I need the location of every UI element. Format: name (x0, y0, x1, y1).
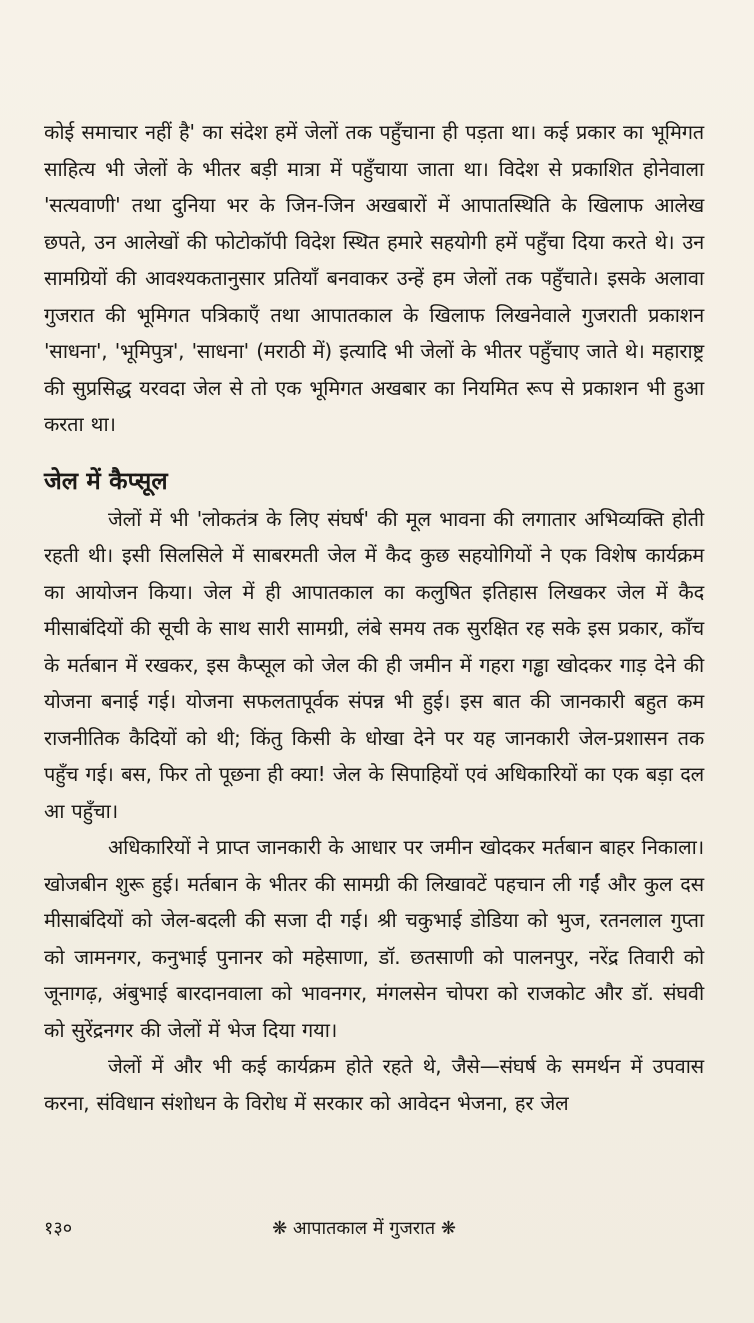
body-paragraph: अधिकारियों ने प्राप्त जानकारी के आधार पर जमीन खोदकर मर्तबान बाहर निकाला। खोजबीन शुरू हुई। मर्तबान के भीतर की सामग्री की लिखावटें पहचान ली गईं और कुल दस मीसाबंदियों को जेल-बदली की सजा दी गई। श्री चकुभाई डोडिया को भुज, रतनलाल गुप्ता को जामनगर, कनुभाई पुनानर को महेसाणा, डॉ. छतसाणी को पालनपुर, नरेंद्र तिवारी को जूनागढ़, अंबुभाई बारदानवाला को भावनगर, मंगलसेन चोपरा को राजकोट और डॉ. संघवी को सुरेंद्रनगर की जेलों में भेज दिया गया। (44, 835, 704, 1042)
section-heading: जेल में कैप्सूल (44, 466, 168, 495)
running-title: ❋ आपातकाल में गुजरात ❋ (272, 1218, 456, 1239)
body-paragraph: जेलों में और भी कई कार्यक्रम होते रहते थे, जैसे—संघर्ष के समर्थन में उपवास करना, संविधान संशोधन के विरोध में सरकार को आवेदन भेजना, हर जेल (44, 1054, 704, 1115)
body-paragraph: जेलों में भी 'लोकतंत्र के लिए संघर्ष' की मूल भावना की लगातार अभिव्यक्ति होती रहती थी। इसी सिलसिले में साबरमती जेल में कैद कुछ सहयोगियों ने एक विशेष कार्यक्रम का आयोजन किया। जेल में ही आपातकाल का कलुषित इतिहास लिखकर जेल में कैद मीसाबंदियों की सूची के साथ सारी सामग्री, लंबे समय तक सुरक्षित रह सके इस प्रकार, काँच के मर्तबान में रखकर, इस कैप्सूल को जेल की ही जमीन में गहरा गड्ढा खोदकर गाड़ देने की योजना बनाई गई। योजना सफलतापूर्वक संपन्न भी हुई। इस बात की जानकारी बहुत कम राजनीतिक कैदियों को थी; किंतु किसी के धोखा देने पर यह जानकारी जेल-प्रशासन तक पहुँच गई। बस, फिर तो पूछना ही क्या! जेल के सिपाहियों एवं अधिकारियों का एक बड़ा दल आ पहुँचा। (44, 506, 704, 823)
page-content (44, 114, 704, 1121)
page-number: १३० (44, 1218, 73, 1239)
body-paragraph: कोई समाचार नहीं है' का संदेश हमें जेलों तक पहुँचाना ही पड़ता था। कई प्रकार का भूमिगत साहित्य भी जेलों के भीतर बड़ी मात्रा में पहुँचाया जाता था। विदेश से प्रकाशित होनेवाला 'सत्यवाणी' तथा दुनिया भर के जिन-जिन अखबारों में आपातस्थिति के खिलाफ आलेख छपते, उन आलेखों की फोटोकॉपी विदेश स्थित हमारे सहयोगी हमें पहुँचा दिया करते थे। उन सामग्रियों की आवश्यकतानुसार प्रतियाँ बनवाकर उन्हें हम जेलों तक पहुँचाते। इसके अलावा गुजरात की भूमिगत पत्रिकाएँ तथा आपातकाल के खिलाफ लिखनेवाले गुजराती प्रकाशन 'साधना', 'भूमिपुत्र', 'साधना' (मराठी में) इत्यादि भी जेलों के भीतर पहुँचाए जाते थे। महाराष्ट्र की सुप्रसिद्ध यरवदा जेल से तो एक भूमिगत अखबार का नियमित रूप से प्रकाशन भी हुआ करता था। (44, 120, 704, 436)
page-footer (44, 1216, 704, 1246)
